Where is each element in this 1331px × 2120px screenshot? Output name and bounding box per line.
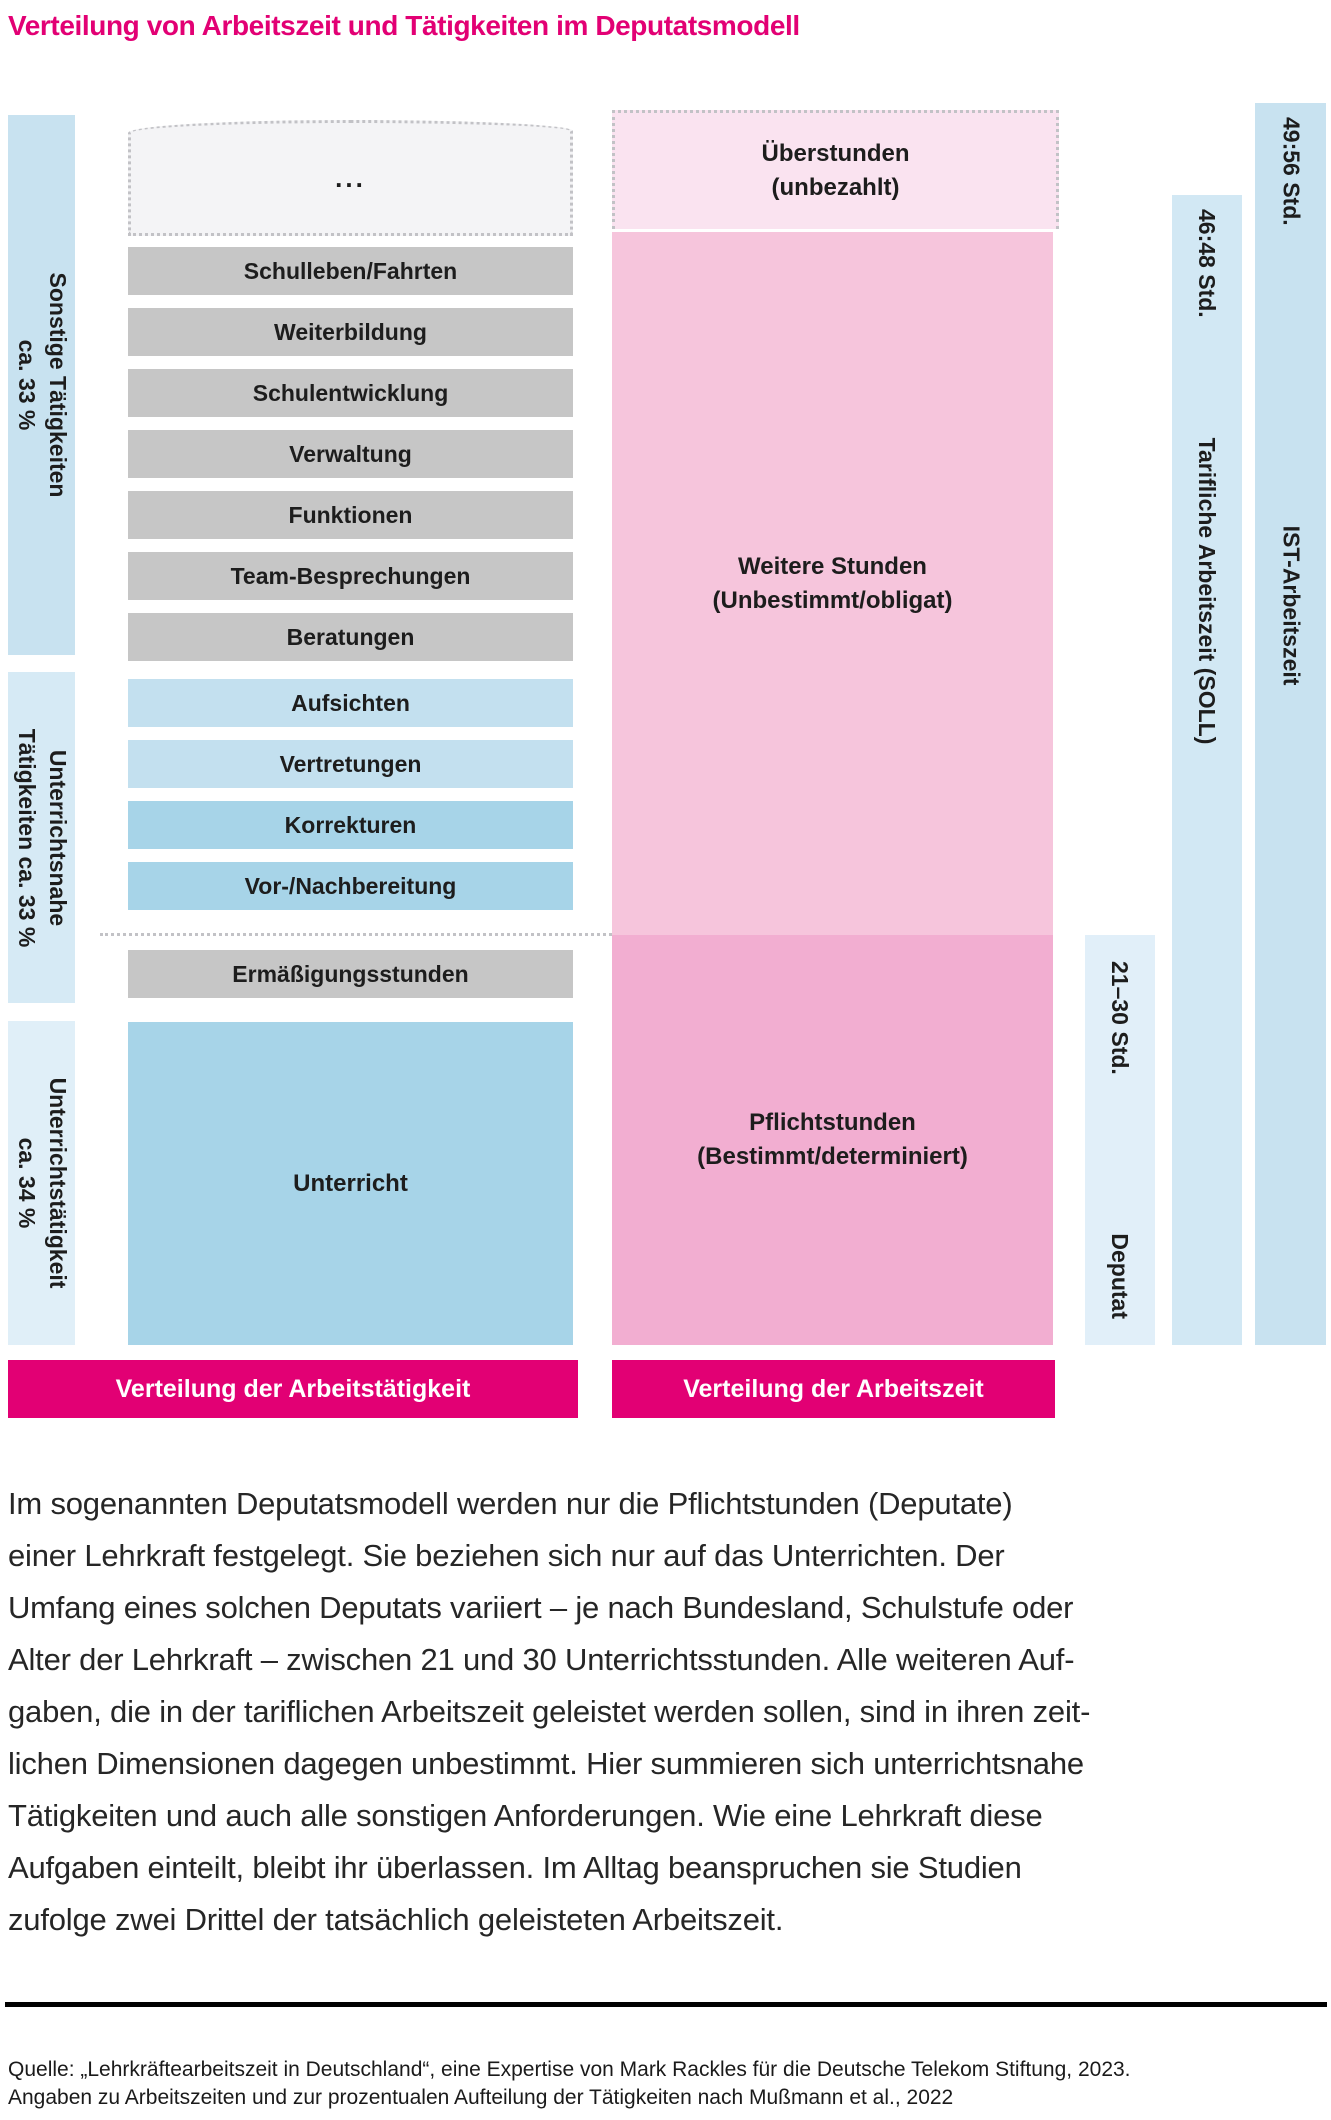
activity-bar: Vertretungen: [128, 740, 573, 788]
additional-hours-label: Weitere Stunden: [738, 552, 927, 580]
paragraph-line: Alter der Lehrkraft – zwischen 21 und 30 Unterrichtsstunden. Alle weiteren Auf-: [8, 1642, 1075, 1677]
paragraph-line: Aufgaben einteilt, bleibt ihr überlassen. Im Alltag beanspruchen sie Studien: [8, 1850, 1022, 1885]
mandatory-hours-box: [612, 935, 1053, 1345]
ist-hours-label: IST-Arbeitszeit: [1278, 525, 1304, 686]
soll-hours-text: [1172, 195, 1242, 1345]
deputat-hours-value: 21–30 Std.: [1107, 961, 1134, 1075]
paragraph-line: Tätigkeiten und auch alle sonstigen Anforderungen. Wie eine Lehrkraft diese: [8, 1798, 1043, 1833]
additional-hours-sublabel: (Unbestimmt/obligat): [712, 586, 953, 614]
more-activities-box: ...: [128, 120, 573, 236]
page-title: Verteilung von Arbeitszeit und Tätigkeiten im Deputatsmodell: [8, 10, 800, 41]
paragraph-line: Umfang eines solchen Deputats variiert – je nach Bundesland, Schulstufe oder: [8, 1590, 1074, 1625]
mandatory-hours-label: Pflichtstunden: [749, 1109, 916, 1136]
activity-bar-unterricht: Unterricht: [128, 1022, 573, 1345]
source-line: Quelle: „Lehrkräftearbeitszeit in Deutschland“, eine Expertise von Mark Rackles für die Deutsche Telekom Stiftung, 2023.: [8, 2058, 1131, 2081]
category-percent: Tätigkeiten ca. 33 %: [13, 728, 40, 947]
category-panel-label: [11, 728, 73, 947]
axis-bar-arbeitstaetigkeit: Verteilung der Arbeitstätigkeit: [8, 1360, 578, 1418]
activity-bar: Verwaltung: [128, 430, 573, 478]
paragraph-line: einer Lehrkraft festgelegt. Sie beziehen sich nur auf das Unterrichten. Der: [8, 1538, 1005, 1573]
activity-bar: Schulleben/Fahrten: [128, 247, 573, 295]
paragraph-line: lichen Dimensionen dagegen unbestimmt. Hier summieren sich unterrichtsnahe: [8, 1746, 1084, 1781]
category-percent: ca. 34 %: [13, 1137, 40, 1229]
soll-hours-value: 46:48 Std.: [1194, 209, 1221, 318]
category-panel-label: [11, 273, 73, 498]
activity-bar: Vor-/Nachbereitung: [128, 862, 573, 910]
ist-hours-value: 49:56 Std.: [1278, 117, 1304, 226]
deputat-hours-label: Deputat: [1107, 1233, 1134, 1319]
activity-bar: Schulentwicklung: [128, 369, 573, 417]
category-label-line: Unterrichtsnahe: [44, 749, 71, 926]
ist-hours-text: [1255, 103, 1326, 1345]
deputat-hours-text: [1085, 935, 1155, 1345]
footer-divider: [5, 2002, 1327, 2007]
overtime-box: [612, 110, 1059, 229]
category-panel-label: [11, 1078, 73, 1289]
activity-bar: Aufsichten: [128, 679, 573, 727]
category-panel-sonstige: [8, 115, 75, 655]
activity-bar: Team-Besprechungen: [128, 552, 573, 600]
deputat-hours-column: [1085, 935, 1155, 1345]
overtime-sublabel: (unbezahlt): [771, 174, 900, 201]
additional-hours-box: [612, 232, 1053, 935]
soll-hours-label: Tarifliche Arbeitszeit (SOLL): [1194, 437, 1221, 745]
source-note: [8, 2056, 1328, 2112]
source-line: Angaben zu Arbeitszeiten und zur prozentualen Aufteilung der Tätigkeiten nach Mußmann et al., 2022: [8, 2086, 954, 2109]
deputat-boundary-dotted-line: [100, 933, 612, 936]
axis-bar-arbeitszeit: Verteilung der Arbeitszeit: [612, 1360, 1055, 1418]
body-paragraph: [8, 1478, 1328, 1946]
soll-hours-column: [1172, 195, 1242, 1345]
paragraph-line: zufolge zwei Drittel der tatsächlich geleisteten Arbeitszeit.: [8, 1902, 784, 1937]
activity-bar: Ermäßigungsstunden: [128, 950, 573, 998]
activity-bar: Korrekturen: [128, 801, 573, 849]
category-panel-unterricht: [8, 1021, 75, 1345]
category-label-line: Unterrichtstätigkeit: [44, 1077, 71, 1289]
category-label-line: Sonstige Tätigkeiten: [44, 272, 71, 498]
paragraph-line: gaben, die in der tariflichen Arbeitszeit geleistet werden sollen, sind in ihren zeit-: [8, 1694, 1091, 1729]
overtime-label: Überstunden: [761, 140, 910, 167]
activity-bar: Beratungen: [128, 613, 573, 661]
ist-hours-column: [1255, 103, 1326, 1345]
activity-bar: Weiterbildung: [128, 308, 573, 356]
category-panel-unterrichtsnah: [8, 672, 75, 1003]
paragraph-line: Im sogenannten Deputatsmodell werden nur die Pflichtstunden (Deputate): [8, 1486, 1013, 1521]
activity-bar: Funktionen: [128, 491, 573, 539]
mandatory-hours-sublabel: (Bestimmt/determiniert): [697, 1143, 968, 1170]
category-percent: ca. 33 %: [13, 339, 40, 431]
